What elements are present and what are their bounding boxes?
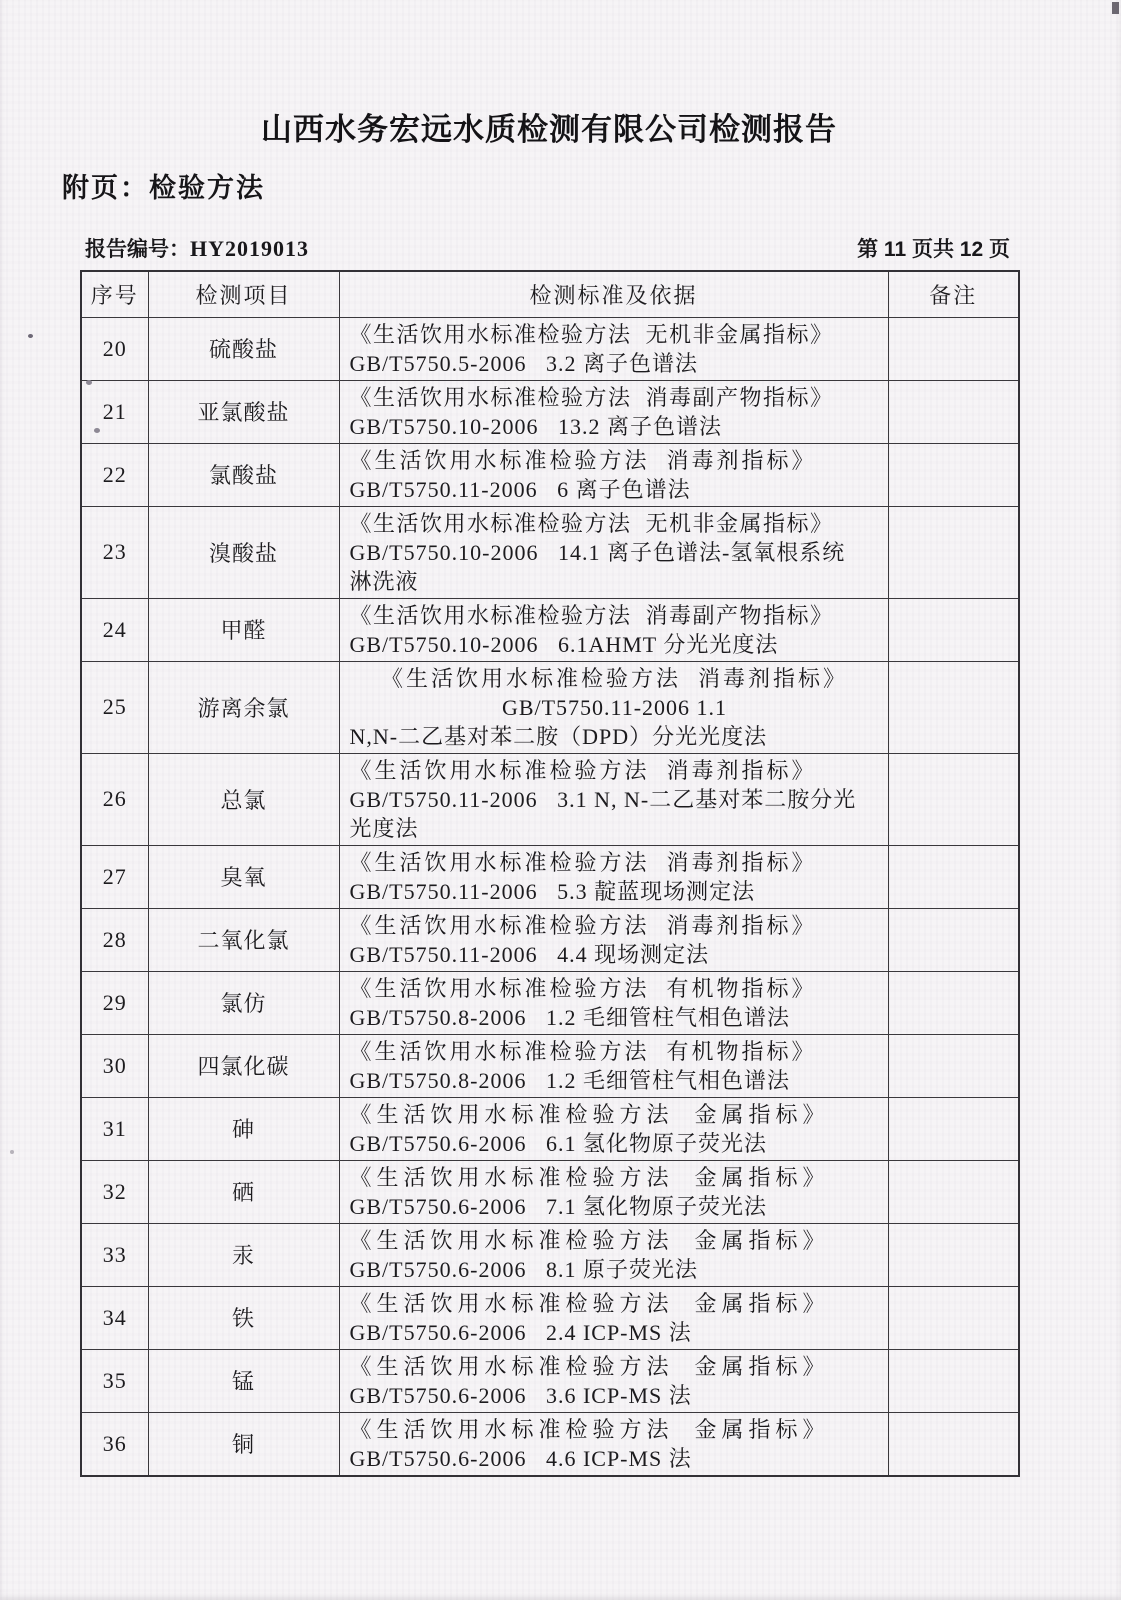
row-standard-cell [339, 380, 888, 443]
standard-lines [340, 318, 888, 380]
row-serial-number: 36 [81, 1412, 148, 1476]
meta-row [85, 233, 1010, 263]
row-serial-number: 33 [81, 1223, 148, 1286]
row-note [888, 971, 1019, 1034]
row-note [888, 1286, 1019, 1349]
row-standard-cell [339, 317, 888, 380]
standard-method-line: GB/T5750.11-2006 4.4 现场测定法 [349, 941, 710, 967]
row-standard-cell [339, 506, 888, 598]
report-number-value: HY2019013 [190, 236, 309, 261]
row-standard-cell [339, 661, 888, 753]
standard-lines [340, 381, 888, 443]
row-serial-number: 27 [81, 845, 148, 908]
table-row [81, 1034, 1019, 1097]
standard-title-line: 《生活饮用水标准检验方法 金属指标》 [349, 1227, 830, 1253]
row-standard-cell [339, 845, 888, 908]
standard-title-line: 《生活饮用水标准检验方法 金属指标》 [349, 1101, 830, 1127]
row-test-item: 亚氯酸盐 [148, 380, 339, 443]
standard-title-line: 《生活饮用水标准检验方法 无机非金属指标》 [349, 510, 834, 536]
row-standard-cell [339, 1097, 888, 1160]
row-serial-number: 31 [81, 1097, 148, 1160]
row-test-item: 游离余氯 [148, 661, 339, 753]
standard-lines [340, 846, 888, 908]
standard-title-line: 《生活饮用水标准检验方法 消毒剂指标》 [380, 665, 848, 691]
standard-method-line: GB/T5750.6-2006 4.6 ICP-MS 法 [349, 1445, 692, 1471]
appendix-subtitle: 附页：检验方法 [62, 173, 265, 203]
row-standard-cell [339, 1160, 888, 1223]
row-test-item: 溴酸盐 [148, 506, 339, 598]
standard-method-line: GB/T5750.6-2006 8.1 原子荧光法 [349, 1256, 698, 1282]
row-standard-cell [339, 443, 888, 506]
table-row [81, 661, 1019, 753]
standard-lines [340, 1035, 888, 1097]
table-row [81, 1349, 1019, 1412]
row-test-item: 硒 [148, 1160, 339, 1223]
scan-speck [94, 428, 100, 433]
row-standard-cell [339, 1349, 888, 1412]
standard-lines [340, 1413, 888, 1475]
standard-method-line: GB/T5750.6-2006 2.4 ICP-MS 法 [349, 1319, 692, 1345]
row-serial-number: 22 [81, 443, 148, 506]
row-standard-cell [339, 1286, 888, 1349]
row-note [888, 1097, 1019, 1160]
table-row [81, 317, 1019, 380]
methods-table-body [81, 317, 1019, 1476]
row-serial-number: 26 [81, 753, 148, 845]
row-note [888, 598, 1019, 661]
standard-title-line: 《生活饮用水标准检验方法 金属指标》 [349, 1416, 830, 1442]
row-test-item: 氯仿 [148, 971, 339, 1034]
standard-lines [340, 1350, 888, 1412]
standard-method-line: 淋洗液 [349, 568, 419, 594]
standard-title-line: 《生活饮用水标准检验方法 金属指标》 [349, 1353, 830, 1379]
row-serial-number: 30 [81, 1034, 148, 1097]
page-title: 山西水务宏远水质检测有限公司检测报告 [261, 112, 837, 147]
standard-title-line: 《生活饮用水标准检验方法 消毒剂指标》 [349, 912, 817, 938]
header-cell-no: 序号 [81, 271, 148, 317]
standard-lines [340, 754, 888, 845]
table-row [81, 1097, 1019, 1160]
standard-title-line: 《生活饮用水标准检验方法 无机非金属指标》 [349, 321, 834, 347]
standard-title-line: 《生活饮用水标准检验方法 消毒剂指标》 [349, 447, 817, 473]
standard-method-line: 光度法 [349, 815, 419, 841]
row-test-item: 四氯化碳 [148, 1034, 339, 1097]
header-cell-item: 检测项目 [148, 271, 339, 317]
standard-lines [340, 599, 888, 661]
row-test-item: 总氯 [148, 753, 339, 845]
row-test-item: 锰 [148, 1349, 339, 1412]
standard-method-line: GB/T5750.10-2006 14.1 离子色谱法-氢氧根系统 [349, 539, 846, 565]
row-note [888, 380, 1019, 443]
row-note [888, 753, 1019, 845]
methods-table [80, 270, 1020, 1477]
table-row [81, 1412, 1019, 1476]
row-test-item: 甲醛 [148, 598, 339, 661]
row-standard-cell [339, 753, 888, 845]
table-row [81, 1286, 1019, 1349]
standard-lines [340, 1098, 888, 1160]
row-note [888, 1034, 1019, 1097]
table-row [81, 1160, 1019, 1223]
row-test-item: 硫酸盐 [148, 317, 339, 380]
row-standard-cell [339, 1412, 888, 1476]
table-row [81, 506, 1019, 598]
standard-title-line: 《生活饮用水标准检验方法 消毒副产物指标》 [349, 384, 834, 410]
row-serial-number: 24 [81, 598, 148, 661]
standard-lines [340, 662, 888, 753]
row-standard-cell [339, 971, 888, 1034]
standard-method-line: GB/T5750.10-2006 13.2 离子色谱法 [349, 413, 722, 439]
row-note [888, 317, 1019, 380]
row-test-item: 氯酸盐 [148, 443, 339, 506]
row-serial-number: 32 [81, 1160, 148, 1223]
standard-title-line: 《生活饮用水标准检验方法 有机物指标》 [349, 975, 817, 1001]
standard-lines [340, 1224, 888, 1286]
scan-speck [10, 1150, 14, 1154]
row-test-item: 铜 [148, 1412, 339, 1476]
standard-lines [340, 507, 888, 598]
table-row [81, 753, 1019, 845]
row-note [888, 661, 1019, 753]
row-note [888, 443, 1019, 506]
standard-method-line: GB/T5750.11-2006 5.3 靛蓝现场测定法 [349, 878, 756, 904]
standard-lines [340, 972, 888, 1034]
standard-title-line: 《生活饮用水标准检验方法 有机物指标》 [349, 1038, 817, 1064]
standard-method-line: GB/T5750.6-2006 3.6 ICP-MS 法 [349, 1382, 692, 1408]
standard-title-line: 《生活饮用水标准检验方法 金属指标》 [349, 1164, 830, 1190]
standard-method-line: GB/T5750.6-2006 6.1 氢化物原子荧光法 [349, 1130, 767, 1156]
row-serial-number: 29 [81, 971, 148, 1034]
standard-method-line: N,N-二乙基对苯二胺（DPD）分光光度法 [349, 723, 768, 749]
header-cell-standard: 检测标准及依据 [339, 271, 888, 317]
table-row [81, 1223, 1019, 1286]
standard-method-line: GB/T5750.8-2006 1.2 毛细管柱气相色谱法 [349, 1004, 790, 1030]
standard-method-line: GB/T5750.6-2006 7.1 氢化物原子荧光法 [349, 1193, 767, 1219]
header-cell-note: 备注 [888, 271, 1019, 317]
row-standard-cell [339, 598, 888, 661]
standard-method-line: GB/T5750.5-2006 3.2 离子色谱法 [349, 350, 698, 376]
standard-method-line: GB/T5750.11-2006 6 离子色谱法 [349, 476, 691, 502]
standard-lines [340, 909, 888, 971]
row-note [888, 1349, 1019, 1412]
row-serial-number: 25 [81, 661, 148, 753]
standard-method-line: GB/T5750.8-2006 1.2 毛细管柱气相色谱法 [349, 1067, 790, 1093]
row-test-item: 臭氧 [148, 845, 339, 908]
page-indicator: 第 11 页共 12 页 [857, 238, 1010, 261]
row-note [888, 1223, 1019, 1286]
row-serial-number: 28 [81, 908, 148, 971]
row-standard-cell [339, 1034, 888, 1097]
row-serial-number: 35 [81, 1349, 148, 1412]
row-test-item: 汞 [148, 1223, 339, 1286]
table-row [81, 598, 1019, 661]
row-serial-number: 34 [81, 1286, 148, 1349]
row-serial-number: 23 [81, 506, 148, 598]
table-row [81, 845, 1019, 908]
row-serial-number: 21 [81, 380, 148, 443]
row-standard-cell [339, 1223, 888, 1286]
row-standard-cell [339, 908, 888, 971]
table-row [81, 443, 1019, 506]
standard-title-line: 《生活饮用水标准检验方法 消毒副产物指标》 [349, 602, 834, 628]
report-number-label: 报告编号： [85, 238, 190, 261]
standard-method-line: GB/T5750.11-2006 3.1 N, N-二乙基对苯二胺分光 [349, 786, 857, 812]
standard-title-line: 《生活饮用水标准检验方法 消毒剂指标》 [349, 757, 817, 783]
scan-edge-mark [1112, 2, 1119, 14]
row-note [888, 845, 1019, 908]
row-test-item: 二氧化氯 [148, 908, 339, 971]
row-note [888, 1160, 1019, 1223]
row-note [888, 506, 1019, 598]
row-test-item: 砷 [148, 1097, 339, 1160]
report-number [85, 233, 309, 263]
table-header-row [81, 271, 1019, 317]
standard-method-line: GB/T5750.10-2006 6.1AHMT 分光光度法 [349, 631, 779, 657]
standard-lines [340, 1161, 888, 1223]
standard-method-line: GB/T5750.11-2006 1.1 [501, 694, 728, 720]
row-serial-number: 20 [81, 317, 148, 380]
standard-lines [340, 444, 888, 506]
standard-title-line: 《生活饮用水标准检验方法 消毒剂指标》 [349, 849, 817, 875]
standard-lines [340, 1287, 888, 1349]
row-note [888, 1412, 1019, 1476]
standard-title-line: 《生活饮用水标准检验方法 金属指标》 [349, 1290, 830, 1316]
row-test-item: 铁 [148, 1286, 339, 1349]
scan-speck [86, 380, 92, 385]
row-note [888, 908, 1019, 971]
scan-speck [28, 334, 33, 338]
table-row [81, 908, 1019, 971]
table-row [81, 971, 1019, 1034]
table-row [81, 380, 1019, 443]
